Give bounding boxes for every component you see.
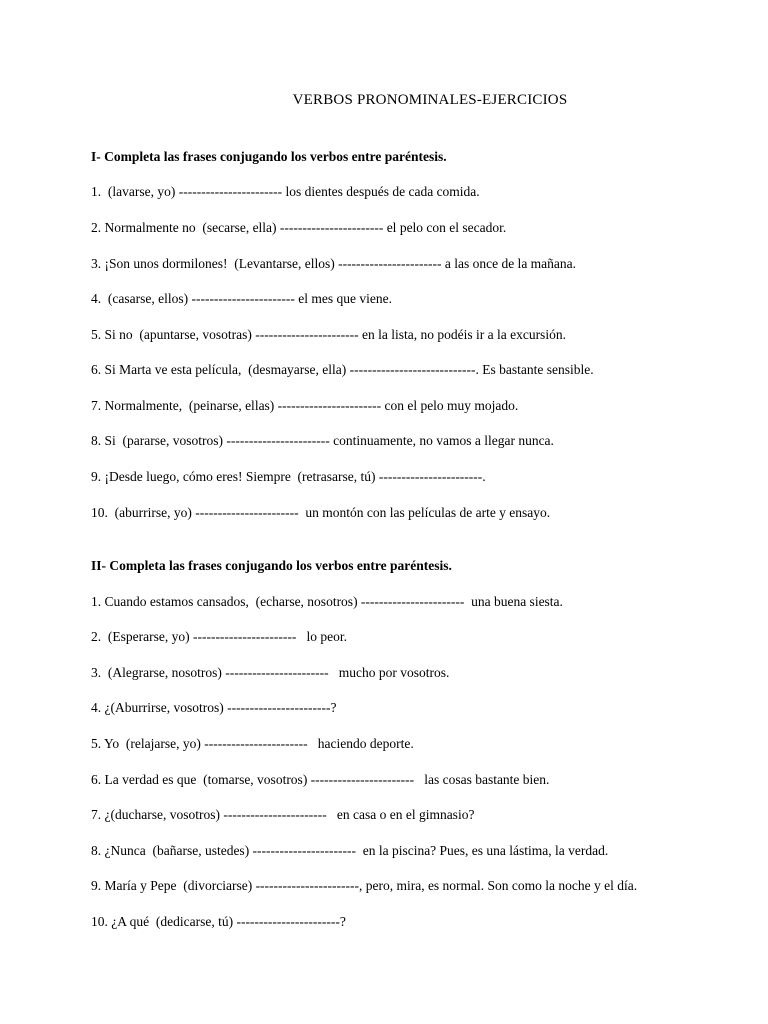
exercise-1-item-9: 9. ¡Desde luego, cómo eres! Siempre (retrasarse, tú) -----------------------. <box>91 469 486 484</box>
exercise-1-item-3: 3. ¡Son unos dormilones! (Levantarse, ellos) ----------------------- a las once de la mañana. <box>91 256 577 271</box>
exercise-2-item-1: 1. Cuando estamos cansados, (echarse, nosotros) ----------------------- una buena siesta. <box>91 594 563 609</box>
exercise-2-item-10: 10. ¿A qué (dedicarse, tú) -----------------------? <box>91 914 346 929</box>
exercise-1-item-10: 10. (aburrirse, yo) ----------------------- un montón con las películas de arte y ensayo. <box>91 505 551 520</box>
exercise-2-item-2: 2. (Esperarse, yo) ----------------------- lo peor. <box>91 629 347 644</box>
exercise-2-item-7: 7. ¿(ducharse, vosotros) ----------------------- en casa o en el gimnasio? <box>91 807 475 822</box>
exercise-1-item-6: 6. Si Marta ve esta película, (desmayarse, ella) ----------------------------. Es bastante sensible. <box>91 362 594 377</box>
section-2-heading: II- Completa las frases conjugando los verbos entre paréntesis. <box>91 558 452 573</box>
section-1-heading: I- Completa las frases conjugando los verbos entre paréntesis. <box>91 149 447 164</box>
exercise-1-item-2: 2. Normalmente no (secarse, ella) ----------------------- el pelo con el secador. <box>91 220 507 235</box>
exercise-2-item-8: 8. ¿Nunca (bañarse, ustedes) ----------------------- en la piscina? Pues, es una lástima, la verdad. <box>91 843 609 858</box>
exercise-2-item-4: 4. ¿(Aburrirse, vosotros) -----------------------? <box>91 700 337 715</box>
exercise-1-item-8: 8. Si (pararse, vosotros) ----------------------- continuamente, no vamos a llegar nunca. <box>91 433 554 448</box>
exercise-2-item-5: 5. Yo (relajarse, yo) ----------------------- haciendo deporte. <box>91 736 414 751</box>
exercise-2-item-6: 6. La verdad es que (tomarse, vosotros) ----------------------- las cosas bastante bien. <box>91 772 550 787</box>
exercise-1-item-7: 7. Normalmente, (peinarse, ellas) ----------------------- con el pelo muy mojado. <box>91 398 519 413</box>
exercise-1-item-1: 1. (lavarse, yo) ----------------------- los dientes después de cada comida. <box>91 184 480 199</box>
exercise-1-item-4: 4. (casarse, ellos) ----------------------- el mes que viene. <box>91 291 392 306</box>
exercise-2-item-3: 3. (Alegrarse, nosotros) ----------------------- mucho por vosotros. <box>91 665 450 680</box>
exercise-2-item-9: 9. María y Pepe (divorciarse) -----------------------, pero, mira, es normal. Son como la noche y el día. <box>91 878 638 893</box>
page-title: VERBOS PRONOMINALES-EJERCICIOS <box>292 92 568 108</box>
exercise-1-item-5: 5. Si no (apuntarse, vosotras) ----------------------- en la lista, no podéis ir a la excursión. <box>91 327 566 342</box>
